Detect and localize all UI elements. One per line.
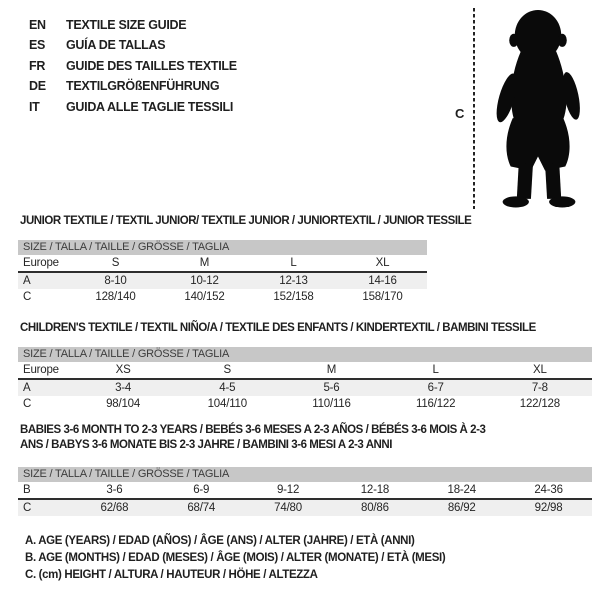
language-row bbox=[29, 76, 237, 96]
value-cell: 80/86 bbox=[331, 499, 418, 516]
row-label: B bbox=[18, 482, 71, 499]
value-cell: 6-7 bbox=[384, 379, 488, 396]
size-bar-label: SIZE / TALLA / TAILLE / GRÖSSE / TAGLIA bbox=[18, 347, 592, 362]
language-code: ES bbox=[29, 38, 46, 53]
header-cell: 24-36 bbox=[505, 482, 592, 499]
language-label: TEXTILGRÖßENFÜHRUNG bbox=[66, 79, 220, 94]
language-row bbox=[29, 35, 237, 55]
row-label: A bbox=[18, 379, 71, 396]
table-header-row bbox=[18, 482, 592, 499]
table-row bbox=[18, 272, 427, 289]
size-table bbox=[18, 362, 592, 412]
value-cell: 3-4 bbox=[71, 379, 175, 396]
row-label: Europe bbox=[18, 362, 71, 379]
header-cell: 9-12 bbox=[245, 482, 332, 499]
value-cell: 68/74 bbox=[158, 499, 245, 516]
header-cell: M bbox=[160, 255, 249, 272]
value-cell: 92/98 bbox=[505, 499, 592, 516]
row-label: C bbox=[23, 398, 32, 410]
language-row bbox=[29, 97, 237, 117]
section-title: JUNIOR TEXTILE / TEXTIL JUNIOR/ TEXTILE JUNIOR / JUNIORTEXTIL / JUNIOR TESSILE bbox=[20, 215, 472, 227]
header-cell: L bbox=[249, 255, 338, 272]
language-code: DE bbox=[29, 79, 46, 94]
value-cell: 62/68 bbox=[71, 499, 158, 516]
value-cell: 152/158 bbox=[273, 291, 314, 303]
size-table bbox=[18, 482, 592, 516]
header-cell: XL bbox=[338, 255, 427, 272]
size-section bbox=[18, 322, 592, 412]
footnote-line: B. AGE (MONTHS) / EDAD (MESES) / ÂGE (MOIS) / ALTER (MONATE) / ETÀ (MESI) bbox=[25, 552, 446, 565]
language-title-list bbox=[29, 15, 237, 117]
language-row bbox=[29, 56, 237, 76]
row-label: A bbox=[18, 272, 71, 289]
footnote-line: C. (cm) HEIGHT / ALTURA / HAUTEUR / HÖHE / ALTEZZA bbox=[25, 569, 318, 582]
value-cell: 104/110 bbox=[207, 398, 247, 410]
value-cell: 74/80 bbox=[245, 499, 332, 516]
table-row bbox=[18, 499, 592, 516]
value-cell: 98/104 bbox=[106, 398, 141, 410]
header-cell: XL bbox=[488, 362, 592, 379]
header-cell: 18-24 bbox=[418, 482, 505, 499]
size-section bbox=[18, 215, 472, 305]
value-cell: 7-8 bbox=[488, 379, 592, 396]
row-label: Europe bbox=[18, 255, 71, 272]
header-cell: M bbox=[279, 362, 383, 379]
language-label: GUIDA ALLE TAGLIE TESSILI bbox=[66, 99, 234, 114]
value-cell: 14-16 bbox=[338, 272, 427, 289]
table-header-row bbox=[18, 255, 427, 272]
language-label: GUIDE DES TAILLES TEXTILE bbox=[66, 58, 237, 73]
header-cell: 3-6 bbox=[71, 482, 158, 499]
size-section bbox=[18, 423, 592, 516]
language-label: GUÍA DE TALLAS bbox=[66, 38, 166, 53]
language-code: FR bbox=[29, 58, 46, 73]
table-header-row bbox=[18, 362, 592, 379]
table-row bbox=[18, 396, 592, 412]
size-table bbox=[18, 255, 427, 305]
height-c-label: C bbox=[455, 106, 465, 121]
section-title: BABIES 3-6 MONTH TO 2-3 YEARS / BEBÉS 3-6 MESES A 2-3 AÑOS / BÉBÉS 3-6 MOIS À 2-3 ANS / BABYS 3-6 MONATE BIS 2-3 JAHRE / BAMBINI 3-6 MESI A 2-3 ANNI bbox=[20, 424, 486, 451]
value-cell: 86/92 bbox=[418, 499, 505, 516]
value-cell: 128/140 bbox=[95, 291, 136, 303]
value-cell: 140/152 bbox=[184, 291, 225, 303]
language-row bbox=[29, 15, 237, 35]
value-cell: 5-6 bbox=[279, 379, 383, 396]
value-cell: 8-10 bbox=[71, 272, 160, 289]
height-figure bbox=[452, 6, 598, 214]
footnote-line: A. AGE (YEARS) / EDAD (AÑOS) / ÂGE (ANS) / ALTER (JAHRE) / ETÀ (ANNI) bbox=[25, 535, 415, 547]
language-code: EN bbox=[29, 18, 46, 32]
size-bar-label: SIZE / TALLA / TAILLE / GRÖSSE / TAGLIA bbox=[18, 467, 592, 482]
header-cell: XS bbox=[71, 362, 175, 379]
header-cell: S bbox=[71, 255, 160, 272]
value-cell: 110/116 bbox=[312, 398, 351, 410]
value-cell: 10-12 bbox=[160, 272, 249, 289]
header-cell: S bbox=[175, 362, 279, 379]
row-label: C bbox=[23, 291, 32, 303]
value-cell: 122/128 bbox=[519, 398, 560, 410]
language-label: TEXTILE SIZE GUIDE bbox=[66, 18, 187, 32]
header-cell: 12-18 bbox=[331, 482, 418, 499]
header-cell: 6-9 bbox=[158, 482, 245, 499]
value-cell: 4-5 bbox=[175, 379, 279, 396]
language-code: IT bbox=[29, 99, 40, 114]
section-title: CHILDREN'S TEXTILE / TEXTIL NIÑO/A / TEXTILE DES ENFANTS / KINDERTEXTIL / BAMBINI TESSILE bbox=[20, 322, 536, 334]
height-dotted-line bbox=[473, 8, 475, 209]
value-cell: 12-13 bbox=[249, 272, 338, 289]
row-label: C bbox=[18, 499, 71, 516]
table-row bbox=[18, 289, 427, 305]
value-cell: 158/170 bbox=[362, 291, 403, 303]
header-cell: L bbox=[384, 362, 488, 379]
value-cell: 116/122 bbox=[415, 398, 456, 410]
footnote-legend bbox=[25, 533, 445, 585]
table-row bbox=[18, 379, 592, 396]
size-bar-label: SIZE / TALLA / TAILLE / GRÖSSE / TAGLIA bbox=[18, 240, 427, 255]
toddler-silhouette-icon bbox=[482, 9, 594, 211]
